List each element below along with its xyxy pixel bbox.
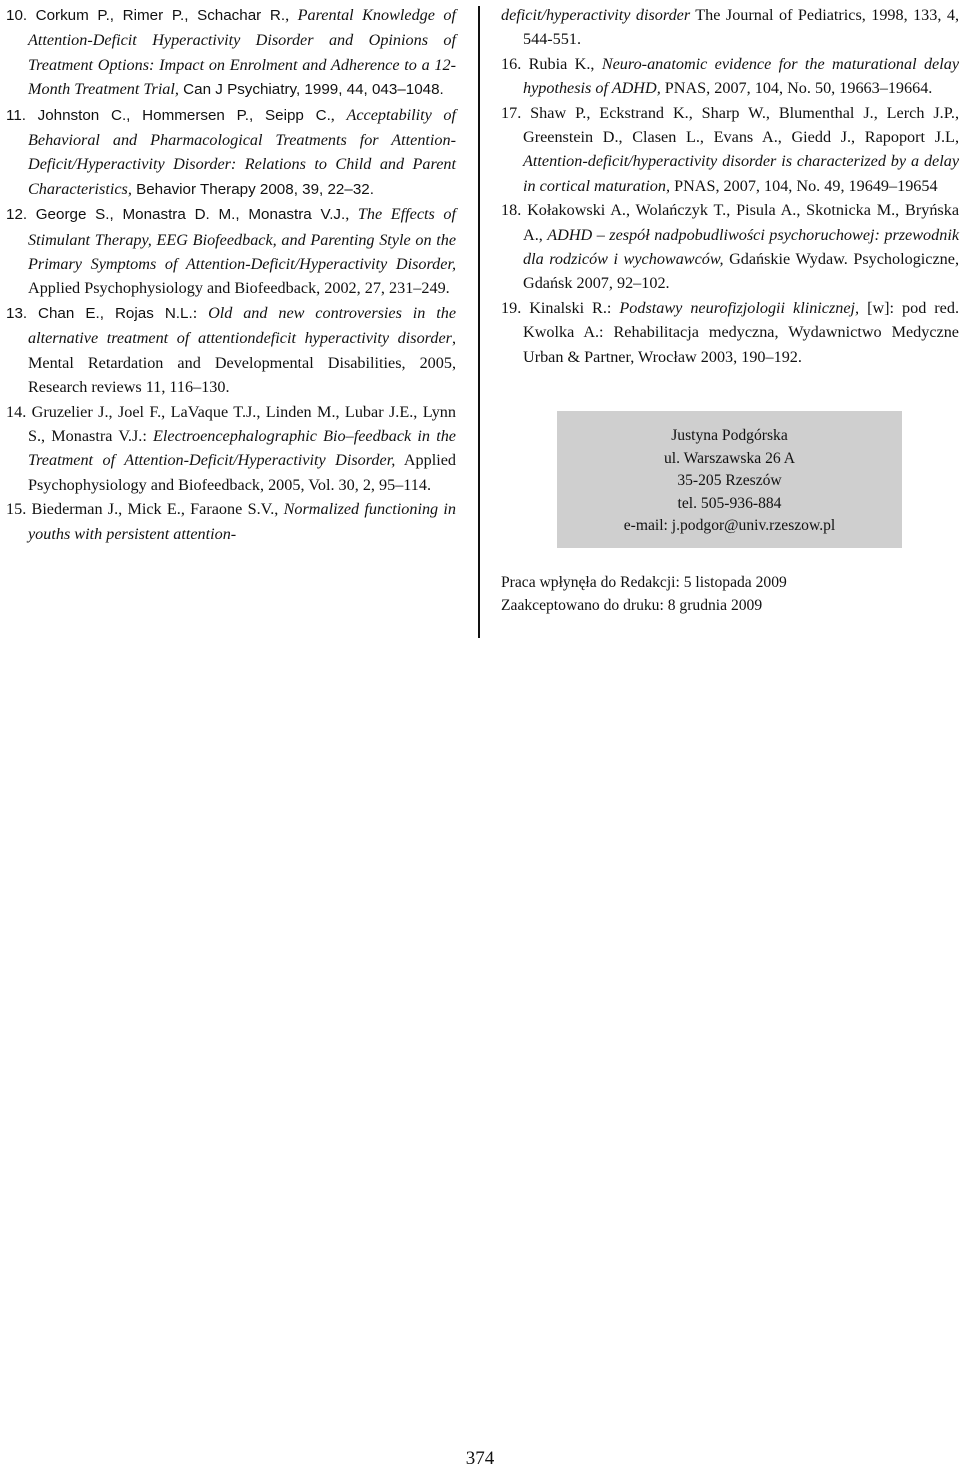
reference-source: [w]: pod red. Kwolka A.: Rehabilitacja medyczna, Wydawnictwo Medyczne Urban & Partner, Wrocław 2003, 190–192. xyxy=(523,298,960,366)
references-left-column xyxy=(6,3,456,546)
reference-separator: , xyxy=(954,128,959,147)
received-note: Praca wpłynęła do Redakcji: 5 listopada 2009 xyxy=(501,574,787,591)
reference-title: Old and new controversies in the alternative treatment of attentiondeficit hyperactivity disorder xyxy=(28,303,457,348)
editorial-notes xyxy=(501,571,787,617)
reference-title: Normalized functioning in youths with persistent attention- xyxy=(28,500,457,543)
contact-city: 35-205 Rzeszów xyxy=(677,472,782,490)
reference-separator: , xyxy=(274,500,284,519)
reference-separator: , xyxy=(538,225,548,244)
reference-source: , Mental Retardation and Developmental Disabilities, 2005, Research reviews 11, 116–130. xyxy=(28,329,456,397)
contact-phone: tel. 505-936-884 xyxy=(677,494,782,512)
column-divider xyxy=(478,6,480,638)
reference-title: deficit/hyperactivity disorder xyxy=(501,6,691,24)
reference-number: 14. xyxy=(6,402,27,421)
reference-title: Attention-deficit/hyperactivity disorder is characterized by a delay in cortical maturation, xyxy=(523,152,959,195)
reference-title: Podstawy neurofizjologii klinicznej, xyxy=(619,298,860,317)
reference-source: Can J Psychiatry, 1999, 44, 043–1048. xyxy=(178,81,444,99)
reference-title: Parental Knowledge of Attention-Deficit Hyperactivity Disorder and Opinions of Treatment Options: Impact on Enrolment and Adherence to a 12-Month Treatment Trial, xyxy=(28,6,457,99)
page-number: 374 xyxy=(465,1448,495,1469)
reference-authors: Corkum P., Rimer P., Schachar R. xyxy=(35,7,286,24)
reference-number: 19. xyxy=(501,298,522,317)
reference-source: Behavior Therapy 2008, 39, 22–32. xyxy=(131,180,374,198)
reference-12 xyxy=(6,202,456,301)
reference-source: PNAS, 2007, 104, No. 49, 19649–19654 xyxy=(670,176,938,195)
reference-15-continuation xyxy=(501,3,959,52)
reference-title: Electroencephalographic Bio–feedback in the Treatment of Attention-Deficit/Hyperactivity Disorder, xyxy=(28,426,456,470)
reference-separator: , xyxy=(345,205,358,224)
references-right-column xyxy=(501,3,959,369)
reference-11 xyxy=(6,103,456,203)
reference-separator: : xyxy=(142,426,154,445)
reference-number: 17. xyxy=(501,103,522,122)
reference-authors: Kołakowski A., Wolańczyk T., Pisula A., Skotnicka M., Bryńska A. xyxy=(523,201,960,244)
contact-box xyxy=(557,411,902,548)
reference-authors: Rubia K. xyxy=(528,54,591,73)
reference-separator: , xyxy=(330,105,347,124)
reference-source: Gdańskie Wydaw. Psychologiczne, Gdańsk 2007, 92–102. xyxy=(523,250,960,293)
reference-source: Applied Psychophysiology and Biofeedback, 2005, Vol. 30, 2, 95–114. xyxy=(28,451,456,494)
reference-source: PNAS, 2007, 104, No. 50, 19663–19664. xyxy=(660,79,933,98)
reference-authors: Chan E., Rojas N.L. xyxy=(38,304,193,322)
reference-18 xyxy=(501,198,959,296)
reference-separator: , xyxy=(285,6,298,24)
reference-number: 11. xyxy=(6,106,26,124)
reference-number: 12. xyxy=(6,206,28,224)
reference-13 xyxy=(6,301,456,400)
reference-number: 10. xyxy=(6,7,28,24)
reference-title: Acceptability of Behavioral and Pharmacological Treatments for Attention-Deficit/Hyperactivity Disorder: Relations to Child and Parent Characteristics, xyxy=(28,105,457,198)
reference-authors: Johnston C., Hommersen P., Seipp C. xyxy=(37,106,331,124)
reference-19 xyxy=(501,296,959,369)
reference-authors: Kinalski R. xyxy=(529,298,607,317)
reference-separator: , xyxy=(590,54,602,73)
reference-number: 15. xyxy=(6,500,27,519)
reference-15 xyxy=(6,497,456,546)
reference-number: 13. xyxy=(6,304,28,322)
contact-email: e-mail: j.podgor@univ.rzeszow.pl xyxy=(623,517,836,535)
accepted-note: Zaakceptowano do druku: 8 grudnia 2009 xyxy=(501,597,763,614)
reference-separator: : xyxy=(606,298,620,317)
reference-authors: George S., Monastra D. M., Monastra V.J. xyxy=(35,206,346,224)
contact-name: Justyna Podgórska xyxy=(671,427,788,444)
reference-title: ADHD – zespół nadpobudliwości psychoruchowej: przewodnik dla rodziców i wychowawców, xyxy=(523,225,959,269)
reference-16 xyxy=(501,52,959,101)
reference-title: The Effects of Stimulant Therapy, EEG Biofeedback, and Parenting Style on the Primary Symptoms of Attention-Deficit/Hyperactivity Disorder, xyxy=(28,205,457,274)
reference-separator: : xyxy=(192,303,209,322)
reference-number: 18. xyxy=(501,201,522,220)
reference-number: 16. xyxy=(501,54,522,73)
contact-street: ul. Warszawska 26 A xyxy=(664,449,795,467)
reference-authors: Shaw P., Eckstrand K., Sharp W., Blumenthal J., Lerch J.P., Greenstein D., Clasen L., Evans A., Giedd J., Rapoport J.L xyxy=(523,103,959,147)
reference-14 xyxy=(6,400,456,498)
reference-title: Neuro-anatomic evidence for the maturational delay hypothesis of ADHD, xyxy=(523,54,960,98)
reference-10 xyxy=(6,3,456,103)
reference-17 xyxy=(501,101,959,199)
reference-authors: Gruzelier J., Joel F., LaVaque T.J., Linden M., Lubar J.E., Lynn S., Monastra V.J. xyxy=(28,402,456,445)
reference-source: Applied Psychophysiology and Biofeedback, 2002, 27, 231–249. xyxy=(28,279,450,298)
reference-authors: Biederman J., Mick E., Faraone S.V. xyxy=(31,500,275,519)
reference-source: The Journal of Pediatrics, 1998, 133, 4, 544-551. xyxy=(523,6,959,49)
